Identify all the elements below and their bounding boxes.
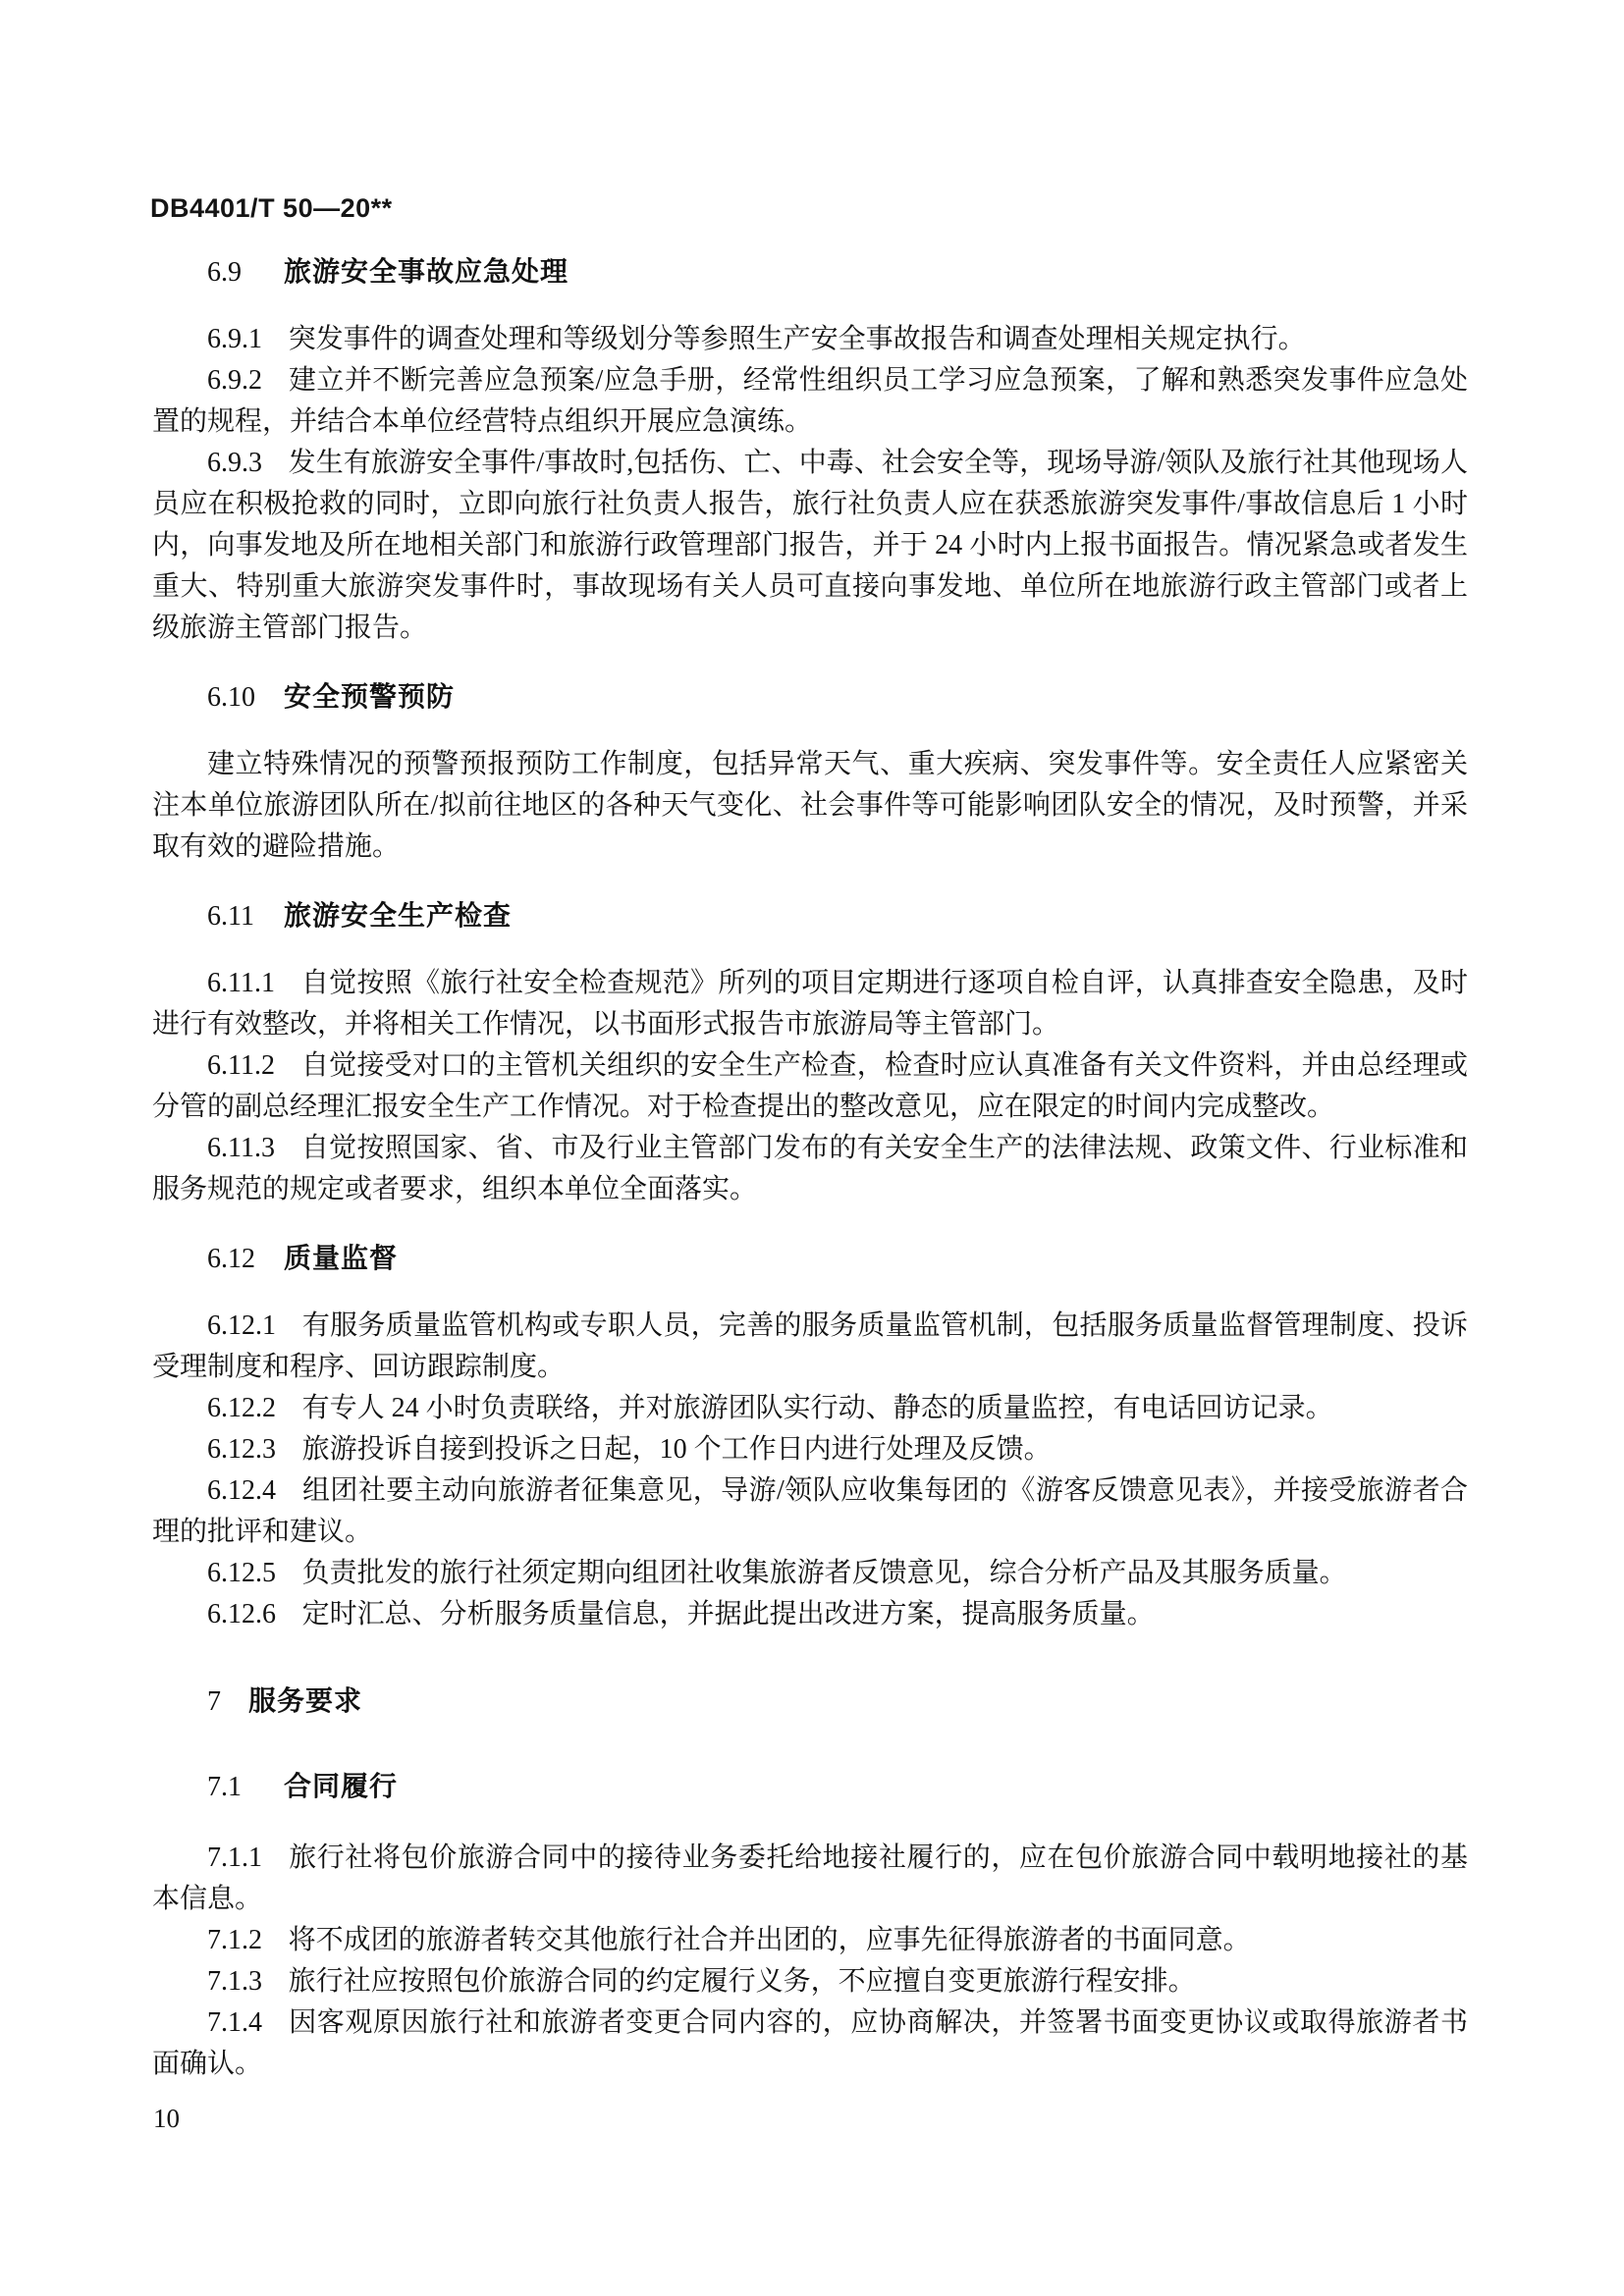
paragraph-6-11-3 [152,1128,1468,1210]
chapter-heading-7 [152,1681,1468,1723]
paragraph-text: 突发事件的调查处理和等级划分等参照生产安全事故报告和调查处理相关规定执行。 [288,324,1306,354]
paragraph-number: 6.11.2 [207,1050,275,1081]
paragraph-text: 自觉接受对口的主管机关组织的安全生产检查，检查时应认真准备有关文件资料，并由总经理或分管的副总经理汇报安全生产工作情况。对于检查提出的整改意见，应在限定的时间内完成整改。 [152,1050,1468,1122]
paragraph-text: 因客观原因旅行社和旅游者变更合同内容的，应协商解决，并签署书面变更协议或取得旅游者书面确认。 [152,2007,1468,2079]
paragraph-number: 6.11.1 [207,968,275,998]
paragraph-7-1-2 [152,1920,1468,1961]
clause-heading-6-9 [152,251,1468,294]
paragraph-7-1-4 [152,2002,1468,2085]
clause-title: 质量监督 [284,1243,399,1273]
clause-heading-6-11 [152,895,1468,937]
paragraph-number: 6.12.6 [207,1599,276,1629]
paragraph-number: 7.1.1 [207,1842,262,1873]
chapter-number: 7 [207,1686,221,1717]
paragraph-number: 7.1.4 [207,2007,262,2038]
paragraph-number: 6.12.4 [207,1475,276,1506]
paragraph-number: 6.12.2 [207,1393,276,1423]
paragraph-6-12-2 [152,1388,1468,1429]
clause-number: 6.9 [207,257,242,288]
paragraph-number: 6.12.3 [207,1434,276,1465]
paragraph-number: 6.12.5 [207,1558,276,1588]
clause-title: 合同履行 [284,1771,399,1801]
clause-number: 6.11 [207,901,254,932]
paragraph-text: 旅游投诉自接到投诉之日起，10 个工作日内进行处理及反馈。 [301,1434,1052,1465]
paragraph-number: 6.12.1 [207,1310,276,1341]
paragraph-text: 负责批发的旅行社须定期向组团社收集旅游者反馈意见，综合分析产品及其服务质量。 [301,1558,1347,1588]
paragraph-6-9-3 [152,443,1468,649]
paragraph-text: 有专人 24 小时负责联络，并对旅游团队实行动、静态的质量监控，有电话回访记录。 [301,1393,1333,1423]
clause-title: 安全预警预防 [284,681,456,712]
paragraph-6-11-1 [152,963,1468,1045]
document-body [152,251,1468,2085]
paragraph-number: 7.1.3 [207,1966,262,1997]
paragraph-number: 6.11.3 [207,1133,275,1163]
paragraph-text: 定时汇总、分析服务质量信息，并据此提出改进方案，提高服务质量。 [301,1599,1155,1629]
page-number: 10 [153,2104,180,2133]
paragraph-text: 建立特殊情况的预警预报预防工作制度，包括异常天气、重大疾病、突发事件等。安全责任人应紧密关注本单位旅游团队所在/拟前往地区的各种天气变化、社会事件等可能影响团队安全的情况，及时预警，并采取有效的避险措施。 [152,749,1468,862]
paragraph-6-12-6 [152,1594,1468,1635]
paragraph-number: 7.1.2 [207,1925,262,1955]
paragraph-text: 自觉按照《旅行社安全检查规范》所列的项目定期进行逐项自检自评，认真排查安全隐患，及时进行有效整改，并将相关工作情况，以书面形式报告市旅游局等主管部门。 [152,968,1468,1040]
paragraph-text: 有服务质量监管机构或专职人员，完善的服务质量监管机制，包括服务质量监督管理制度、投诉受理制度和程序、回访跟踪制度。 [152,1310,1468,1382]
paragraph-6-10-body [152,744,1468,868]
paragraph-text: 建立并不断完善应急预案/应急手册，经常性组织员工学习应急预案，了解和熟悉突发事件应急处置的规程，并结合本单位经营特点组织开展应急演练。 [152,365,1468,437]
paragraph-6-9-2 [152,360,1468,443]
standard-code-header: DB4401/T 50—20** [150,193,393,223]
paragraph-6-12-1 [152,1306,1468,1388]
paragraph-text: 组团社要主动向旅游者征集意见，导游/领队应收集每团的《游客反馈意见表》，并接受旅游者合理的批评和建议。 [152,1475,1468,1547]
paragraph-number: 6.9.2 [207,365,262,396]
paragraph-7-1-1 [152,1838,1468,1920]
clause-number: 6.12 [207,1244,255,1274]
paragraph-number: 6.9.3 [207,448,262,478]
paragraph-6-11-2 [152,1045,1468,1128]
clause-heading-6-12 [152,1238,1468,1280]
paragraph-text: 自觉按照国家、省、市及行业主管部门发布的有关安全生产的法律法规、政策文件、行业标准和服务规范的规定或者要求，组织本单位全面落实。 [152,1133,1468,1204]
paragraph-6-9-1 [152,319,1468,360]
clause-title: 旅游安全生产检查 [284,900,513,931]
paragraph-6-12-4 [152,1470,1468,1553]
paragraph-text: 将不成团的旅游者转交其他旅行社合并出团的，应事先征得旅游者的书面同意。 [288,1925,1251,1955]
clause-heading-7-1 [152,1766,1468,1808]
clause-number: 6.10 [207,682,255,713]
paragraph-6-12-3 [152,1429,1468,1470]
paragraph-text: 旅行社将包价旅游合同中的接待业务委托给地接社履行的，应在包价旅游合同中载明地接社的基本信息。 [152,1842,1468,1914]
clause-heading-6-10 [152,676,1468,719]
clause-title: 旅游安全事故应急处理 [284,256,569,287]
paragraph-text: 发生有旅游安全事件/事故时,包括伤、亡、中毒、社会安全等，现场导游/领队及旅行社其他现场人员应在积极抢救的同时，立即向旅行社负责人报告，旅行社负责人应在获悉旅游突发事件/事故信息后 1 小时内，向事发地及所在地相关部门和旅游行政管理部门报告，并于 24 小时内上报书面报告。情况紧急或者发生重大、特别重大旅游突发事件时，事故现场有关人员可直接向事发地、单位所在地旅游行政主管部门或者上级旅游主管部门报告。 [152,448,1468,643]
paragraph-7-1-3 [152,1961,1468,2002]
paragraph-6-12-5 [152,1553,1468,1594]
chapter-title: 服务要求 [248,1685,363,1716]
clause-number: 7.1 [207,1772,242,1802]
paragraph-number: 6.9.1 [207,324,262,354]
paragraph-text: 旅行社应按照包价旅游合同的约定履行义务，不应擅自变更旅游行程安排。 [288,1966,1196,1997]
